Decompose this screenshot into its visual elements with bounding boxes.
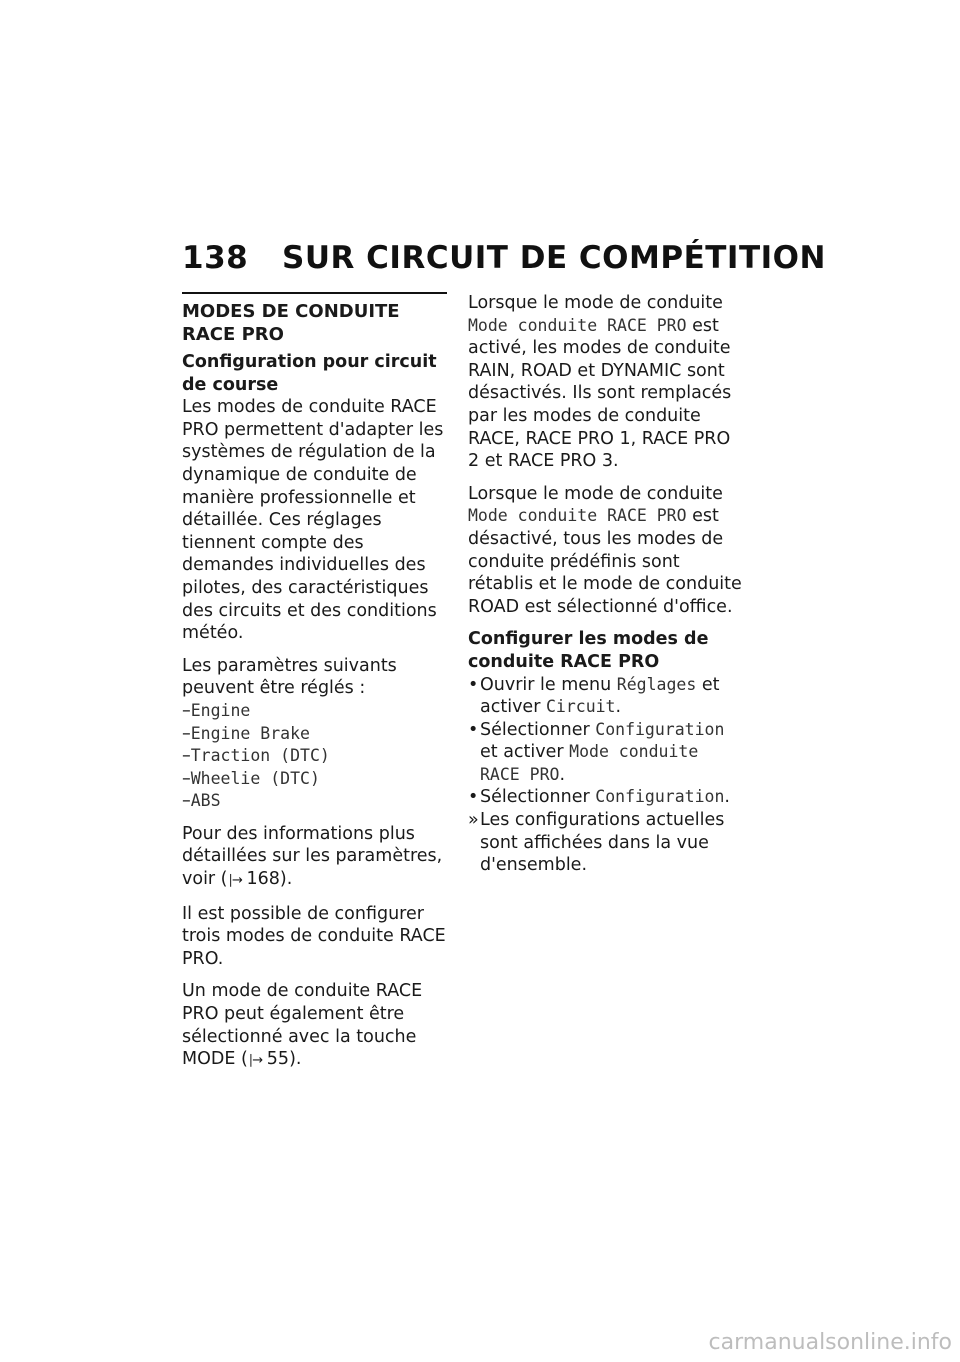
list-item: – Engine <box>182 700 457 723</box>
list-item: – ABS <box>182 790 457 813</box>
steps-list <box>468 674 743 810</box>
subsection-title: Configuration pour circuit de course <box>182 352 437 395</box>
right-column <box>468 292 743 877</box>
list-item: – Engine Brake <box>182 723 457 746</box>
chapter-title: SUR CIRCUIT DE COMPÉTITION <box>282 240 826 276</box>
page-header <box>182 240 826 276</box>
left-column <box>182 292 457 1083</box>
params-lead: Les paramètres suivants peuvent être réglés : <box>182 655 397 699</box>
intro-paragraph: Les modes de conduite RACE PRO permettent d'adapter les systèmes de régulation de la dynamique de conduite de manière professionnelle et détaillée. Ces réglages tiennent compte des demandes individuelles des pilotes, des caractéristiques des circuits et des conditions météo. <box>182 397 444 644</box>
page-ref-arrow-icon: ∣→ <box>247 1053 262 1069</box>
result-text: » Les configurations actuelles sont affichées dans la vue d'ensemble. <box>468 809 743 877</box>
page-number: 138 <box>182 240 249 276</box>
watermark: carmanualsonline.info <box>708 1330 952 1355</box>
page-reference-link[interactable]: 168 <box>246 869 280 890</box>
list-item: – Wheelie (DTC) <box>182 768 457 791</box>
mode-button-paragraph: Un mode de conduite RACE PRO peut également être sélectionné avec la touche MODE (∣→ 55). <box>182 981 423 1070</box>
info-paragraph: Pour des informations plus détaillées sur les paramètres, voir (∣→ 168). <box>182 823 443 890</box>
page-ref-arrow-icon: ∣→ <box>227 873 241 889</box>
list-item: • Sélectionner Configuration et activer Mode conduite RACE PRO. <box>468 719 743 787</box>
list-item: • Sélectionner Configuration. <box>468 786 743 809</box>
list-item: • Ouvrir le menu Réglages et activer Circuit. <box>468 674 743 719</box>
subsection-title: Configurer les modes de conduite RACE PRO <box>468 629 709 672</box>
params-list <box>182 700 457 813</box>
section-title: MODES DE CONDUITE RACE PRO <box>182 301 400 345</box>
three-modes-paragraph: Il est possible de configurer trois modes de conduite RACE PRO. <box>182 903 446 969</box>
deactivation-paragraph: Lorsque le mode de conduite Mode conduite RACE PRO est désactivé, tous les modes de conduite prédéfinis sont rétablis et le mode de conduite ROAD est sélectionné d'office. <box>468 483 742 617</box>
activation-paragraph: Lorsque le mode de conduite Mode conduite RACE PRO est activé, les modes de conduite RAIN, ROAD et DYNAMIC sont désactivés. Ils sont remplacés par les modes de conduite RACE, RACE PRO 1, RACE PRO 2 et RACE PRO 3. <box>468 293 732 472</box>
list-item: – Traction (DTC) <box>182 745 457 768</box>
page-reference-link[interactable]: 55 <box>266 1049 290 1070</box>
section-rule <box>182 292 447 294</box>
